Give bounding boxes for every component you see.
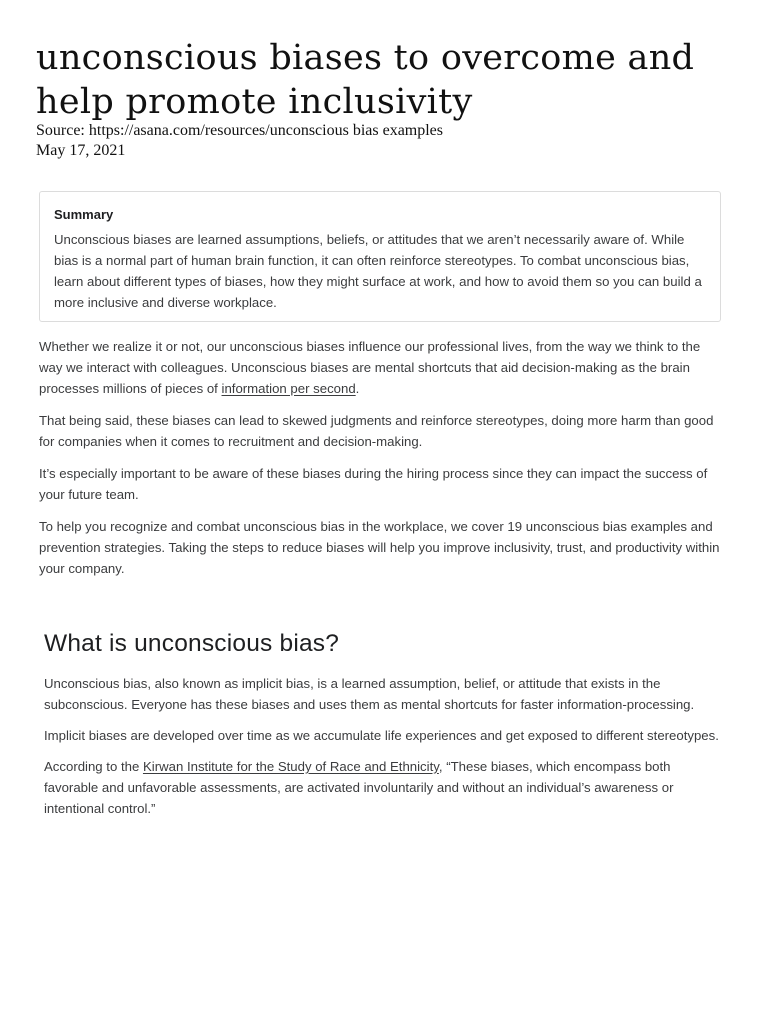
- intro-paragraph-1-text: Whether we realize it or not, our unconscious biases influence our professional lives, from the way we think to the way we interact with colleagues. Unconscious biases are mental shortcuts that aid decision-making as the brain processes millions of pieces of: [39, 339, 701, 396]
- kirwan-institute-link[interactable]: Kirwan Institute for the Study of Race and Ethnicity: [142, 759, 439, 774]
- summary-text: Unconscious biases are learned assumptions, beliefs, or attitudes that we aren’t necessarily aware of. While bias is a normal part of human brain function, it can often reinforce stereotypes. To combat unconscious bias, learn about different types of biases, how they might surface at work, and how to avoid them so you can build a more inclusive and diverse workplace.: [54, 232, 702, 310]
- section-paragraph-3-quote: , “These biases, which encompass both favorable and unfavorable assessments, are activated involuntarily and without an individual’s awareness or intentional control.”: [44, 759, 674, 816]
- source-line: Source: https://asana.com/resources/unconscious bias examples: [36, 122, 444, 139]
- intro-paragraph-4: To help you recognize and combat unconscious bias in the workplace, we cover 19 unconscious bias examples and prevention strategies. Taking the steps to reduce biases will help you improve inclusivity, trust, and productivity within your company.: [39, 519, 720, 576]
- document-title: unconscious biases to overcome and help promote inclusivity: [36, 38, 695, 122]
- intro-paragraph-2: That being said, these biases can lead to skewed judgments and reinforce stereotypes, doing more harm than good for companies when it comes to recruitment and decision-making.: [39, 413, 714, 449]
- information-per-second-link[interactable]: information per second: [221, 381, 356, 396]
- intro-article: [39, 336, 724, 590]
- section-paragraph-2: Implicit biases are developed over time as we accumulate life experiences and get exposed to different stereotypes.: [44, 728, 719, 743]
- date-line: May 17, 2021: [36, 142, 126, 159]
- intro-paragraph-1: [39, 336, 724, 399]
- section-paragraph-3-text: According to the: [44, 759, 143, 774]
- intro-paragraph-1-end: .: [355, 381, 360, 396]
- section-paragraph-3: [44, 756, 719, 819]
- summary-heading: Summary: [54, 207, 114, 222]
- summary-box: [39, 191, 721, 322]
- section-body: [44, 673, 719, 829]
- section-heading: What is unconscious bias?: [44, 630, 340, 657]
- section-paragraph-1: Unconscious bias, also known as implicit bias, is a learned assumption, belief, or attitude that exists in the subconscious. Everyone has these biases and uses them as mental shortcuts for faster information-processing.: [44, 676, 695, 712]
- intro-paragraph-3: It’s especially important to be aware of these biases during the hiring process since they can impact the success of your future team.: [39, 466, 708, 502]
- document-meta: [36, 121, 443, 161]
